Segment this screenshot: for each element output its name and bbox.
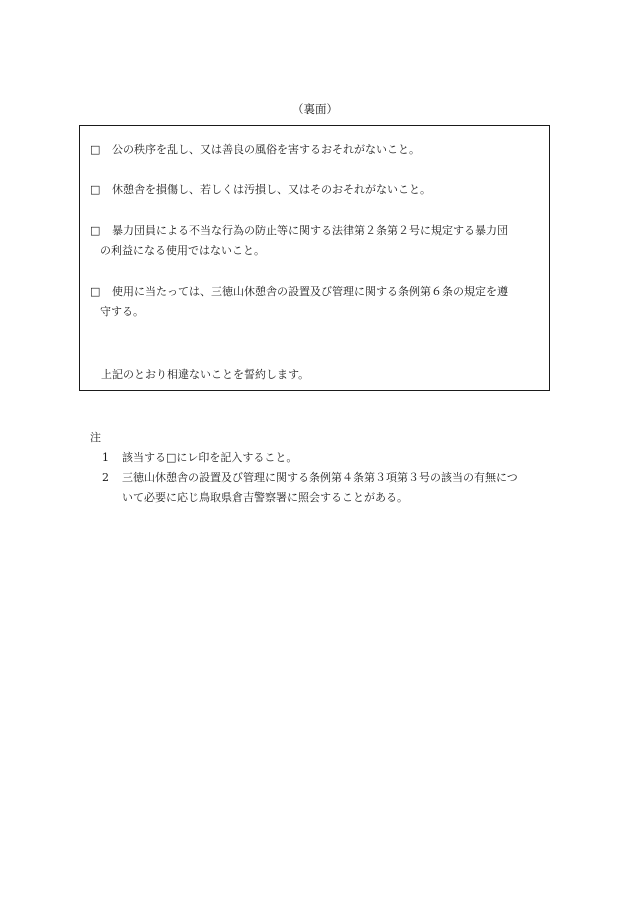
pledge-item (90, 221, 540, 261)
pledge-item-text: 暴力団員による不当な行為の防止等に関する法律第２条第２号に規定する暴力団 (112, 224, 508, 237)
pledge-item-text: 休憩舎を損傷し、若しくは汚損し、又はそのおそれがないこと。 (112, 183, 431, 196)
note-number: 2 (102, 471, 109, 484)
pledge-box (79, 125, 550, 391)
pledge-closing-statement: 上記のとおり相違ないことを誓約します。 (101, 368, 310, 381)
page-title: （裏面） (292, 102, 338, 116)
pledge-item-text: 公の秩序を乱し、又は善良の風俗を害するおそれがないこと。 (112, 143, 420, 156)
note-item (90, 468, 560, 508)
pledge-item (90, 140, 540, 160)
checkbox-icon[interactable]: □ (90, 224, 101, 237)
notes-section (90, 428, 560, 508)
pledge-item-text-continued: の利益になる使用ではないこと。 (100, 244, 265, 257)
note-item (90, 448, 560, 468)
note-text: 該当する□にレ印を記入すること。 (122, 451, 298, 464)
notes-heading: 注 (90, 431, 101, 444)
checkbox-icon[interactable]: □ (90, 183, 101, 196)
pledge-item-text: 使用に当たっては、三徳山休憩舎の設置及び管理に関する条例第６条の規定を遵 (112, 285, 508, 298)
note-text-continued: いて必要に応じ鳥取県倉吉警察署に照会することがある。 (122, 491, 408, 504)
pledge-item (90, 282, 540, 322)
pledge-item (90, 180, 540, 200)
note-number: 1 (102, 451, 109, 464)
pledge-item-text-continued: 守する。 (100, 305, 144, 318)
checkbox-icon[interactable]: □ (90, 285, 101, 298)
checkbox-icon[interactable]: □ (90, 143, 101, 156)
note-text: 三徳山休憩舎の設置及び管理に関する条例第４条第３項第３号の該当の有無につ (122, 471, 518, 484)
